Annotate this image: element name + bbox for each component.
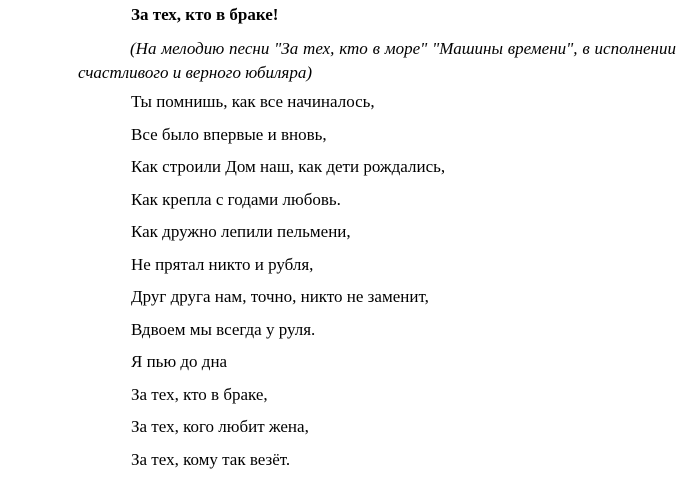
verse-line-5: Как дружно лепили пельмени, xyxy=(131,222,445,255)
verse-line-8: Вдвоем мы всегда у руля. xyxy=(131,320,445,353)
verse-line-10: За тех, кто в браке, xyxy=(131,385,445,418)
verse-line-4: Как крепла с годами любовь. xyxy=(131,190,445,223)
verse-line-12: За тех, кому так везёт. xyxy=(131,450,445,482)
verse-line-11: За тех, кого любит жена, xyxy=(131,417,445,450)
verse-line-2: Все было впервые и вновь, xyxy=(131,125,445,158)
verse-list xyxy=(131,92,445,482)
verse-line-6: Не прятал никто и рубля, xyxy=(131,255,445,288)
verse-line-7: Друг друга нам, точно, никто не заменит, xyxy=(131,287,445,320)
verse-line-3: Как строили Дом наш, как дети рождались, xyxy=(131,157,445,190)
song-title: За тех, кто в браке! xyxy=(131,5,278,25)
verse-line-9: Я пью до дна xyxy=(131,352,445,385)
verse-line-1: Ты помнишь, как все начиналось, xyxy=(131,92,445,125)
song-subtitle: (На мелодию песни "За тех, кто в море" "Машины времени", в исполнении счастливого и верного юбиляра) xyxy=(78,37,676,85)
